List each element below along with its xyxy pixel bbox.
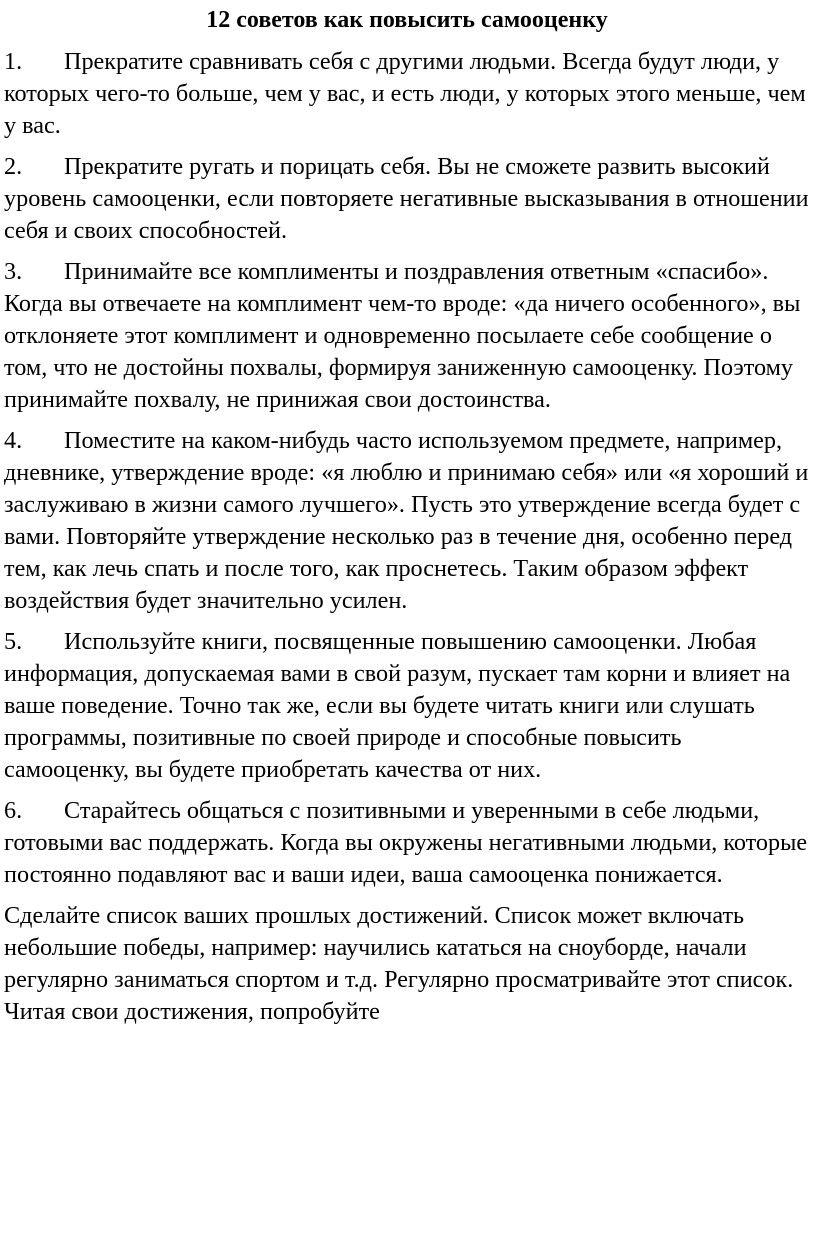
- list-item: [4, 256, 810, 416]
- item-text: Поместите на каком-нибудь часто используемом предмете, например, дневнике, утверждение вроде: «я люблю и принимаю себя» или «я хороший и заслуживаю в жизни самого лучшего». Пусть это утверждение всегда будет с вами. Повторяйте утверждение несколько раз в течение дня, особенно перед тем, как лечь спать и после того, как проснетесь. Таким образом эффект воздействия будет значительно усилен.: [4, 427, 809, 614]
- item-text: Прекратите ругать и порицать себя. Вы не сможете развить высокий уровень самооценки, если повторяете негативные высказывания в отношении себя и своих способностей.: [4, 153, 809, 244]
- item-text: Прекратите сравнивать себя с другими людьми. Всегда будут люди, у которых чего-то больше, чем у вас, и есть люди, у которых этого меньше, чем у вас.: [4, 48, 806, 139]
- list-item: [4, 46, 810, 142]
- item-number: 1.: [4, 48, 23, 75]
- list-item: [4, 151, 810, 247]
- item-number: 5.: [4, 628, 23, 655]
- list-item: [4, 425, 810, 617]
- item-text: Старайтесь общаться с позитивными и уверенными в себе людьми, готовыми вас поддержать. Когда вы окружены негативными людьми, которые постоянно подавляют вас и ваши идеи, ваша самооценка понижается.: [4, 797, 808, 888]
- list-item: [4, 795, 810, 891]
- item-text: Принимайте все комплименты и поздравления ответным «спасибо». Когда вы отвечаете на комплимент чем-то вроде: «да ничего особенного», вы отклоняете этот комплимент и одновременно посылаете себе сообщение о том, что не достойны похвалы, формируя заниженную самооценку. Поэтому принимайте похвалу, не принижая свои достоинства.: [4, 258, 801, 413]
- list-item: [4, 626, 810, 786]
- item-number: 4.: [4, 427, 23, 454]
- item-text: Используйте книги, посвященные повышению самооценки. Любая информация, допускаемая вами в свой разум, пускает там корни и влияет на ваше поведение. Точно так же, если вы будете читать книги или слушать программы, позитивные по своей природе и способные повысить самооценку, вы будете приобретать качества от них.: [4, 628, 791, 783]
- document-title: 12 советов как повысить самооценку: [206, 7, 608, 33]
- item-number: 2.: [4, 153, 23, 180]
- paragraph-achievements: Сделайте список ваших прошлых достижений. Список может включать небольшие победы, например: научились кататься на сноуборде, начали регулярно заниматься спортом и т.д. Регулярно просматривайте этот список. Читая свои достижения, попробуйте: [4, 902, 794, 1025]
- item-number: 6.: [4, 797, 23, 824]
- item-number: 3.: [4, 258, 23, 285]
